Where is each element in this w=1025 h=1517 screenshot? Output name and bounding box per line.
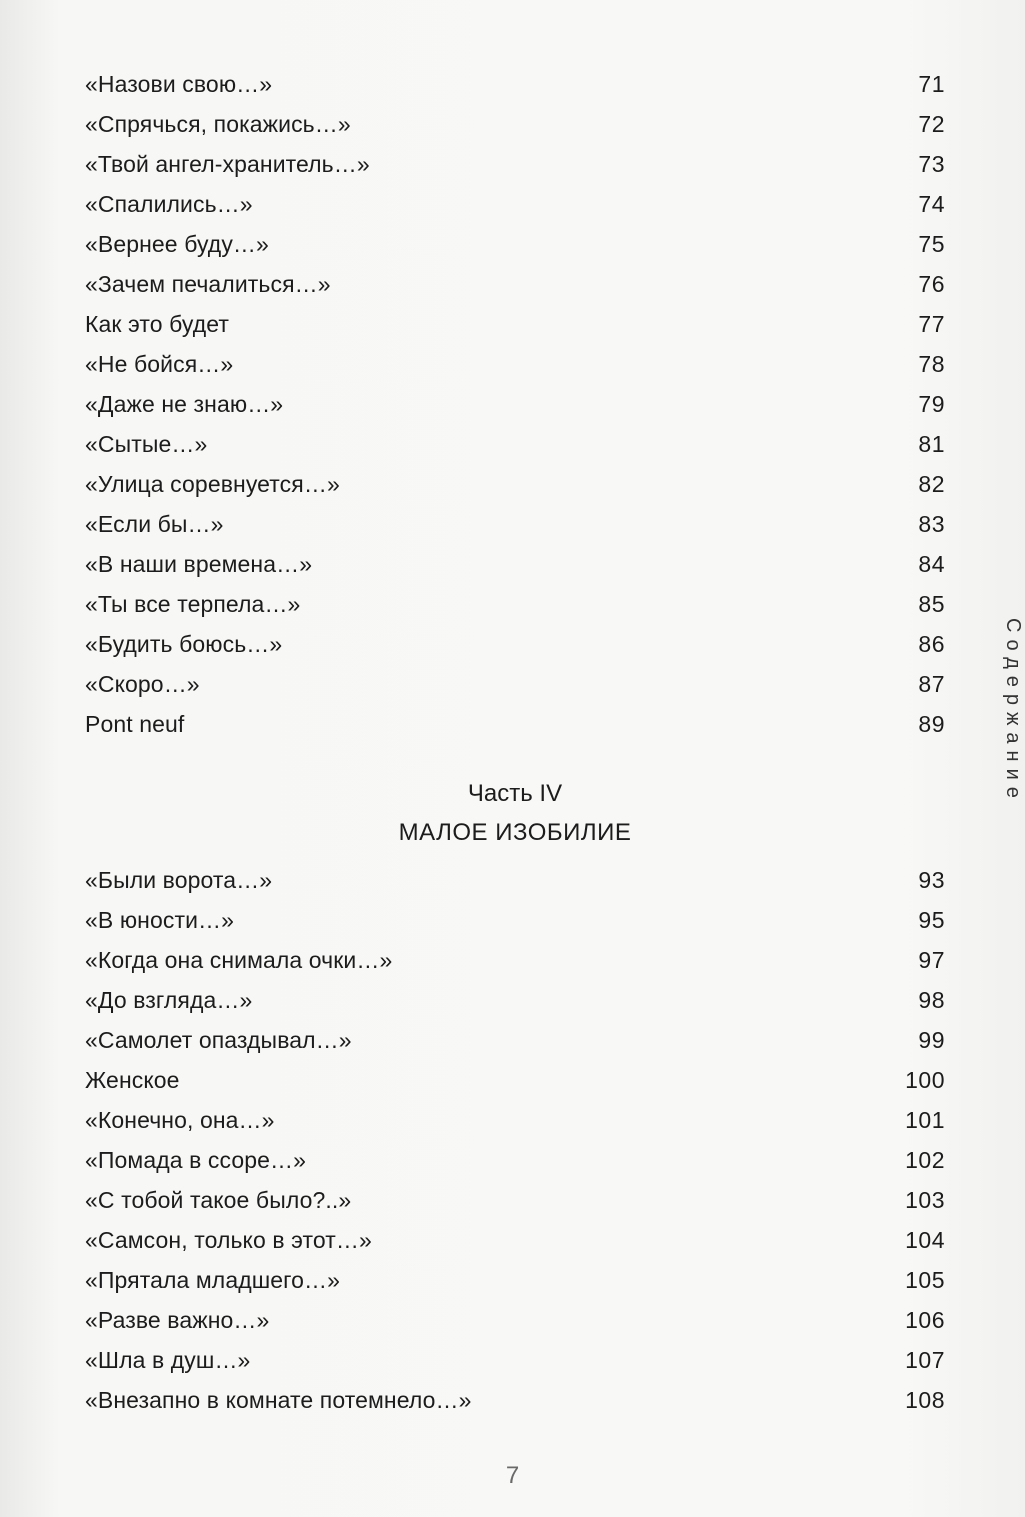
- toc-entry: [85, 664, 945, 704]
- toc-entry-title: «Вернее буду…»: [85, 231, 269, 257]
- toc-entry-title: «Ты все терпела…»: [85, 591, 301, 617]
- toc-entry-page: 101: [905, 1107, 945, 1133]
- part-heading: [85, 774, 945, 852]
- toc-entry: [85, 184, 945, 224]
- toc-entry-page: 93: [918, 867, 945, 893]
- toc-entry-title: «Даже не знаю…»: [85, 391, 284, 417]
- toc-entry: [85, 1260, 945, 1300]
- toc-entry-title: «Когда она снимала очки…»: [85, 947, 393, 973]
- toc-entry-title: «Будить боюсь…»: [85, 631, 283, 657]
- toc-entry-page: 71: [918, 71, 945, 97]
- toc-entry-page: 81: [918, 431, 945, 457]
- toc-entry-page: 105: [905, 1267, 945, 1293]
- toc-entry: [85, 624, 945, 664]
- toc-entry-title: «Помада в ссоре…»: [85, 1147, 307, 1173]
- page-number: 7: [505, 1462, 520, 1489]
- toc-entry: [85, 584, 945, 624]
- toc-entry: [85, 1380, 945, 1420]
- toc-entry-title: «Если бы…»: [85, 511, 224, 537]
- toc-entry: [85, 424, 945, 464]
- toc-entry: [85, 264, 945, 304]
- toc-entry: [85, 1100, 945, 1140]
- toc-entry-title: «Самолет опаздывал…»: [85, 1027, 352, 1053]
- toc-entry: [85, 1020, 945, 1060]
- toc-entry-page: 85: [918, 591, 945, 617]
- toc-entry-page: 103: [905, 1187, 945, 1213]
- toc-entry-title: «Спрячься, покажись…»: [85, 111, 351, 137]
- toc-entry-page: 98: [918, 987, 945, 1013]
- toc-entry: [85, 344, 945, 384]
- toc-entry-page: 99: [918, 1027, 945, 1053]
- toc-entry-page: 104: [905, 1227, 945, 1253]
- toc-entry: [85, 1300, 945, 1340]
- toc-entry-title: «В наши времена…»: [85, 551, 313, 577]
- toc-entry: [85, 704, 945, 744]
- toc-entry: [85, 1140, 945, 1180]
- toc-entry-page: 100: [905, 1067, 945, 1093]
- toc-entry: [85, 940, 945, 980]
- toc-entry: [85, 860, 945, 900]
- toc-entry-title: «Сытые…»: [85, 431, 208, 457]
- toc-entry-page: 106: [905, 1307, 945, 1333]
- toc-entry: [85, 64, 945, 104]
- toc-entry: [85, 544, 945, 584]
- toc-entry-page: 86: [918, 631, 945, 657]
- toc-entry-page: 79: [918, 391, 945, 417]
- toc-entry-page: 75: [918, 231, 945, 257]
- part-title: МАЛОЕ ИЗОБИЛИЕ: [398, 819, 632, 846]
- running-header-vertical: Содержание: [1002, 618, 1024, 805]
- toc-entry-title: «Зачем печалиться…»: [85, 271, 331, 297]
- toc-entry-title: Pont neuf: [85, 711, 185, 737]
- toc-entry-title: «Не бойся…»: [85, 351, 234, 377]
- toc-entry-page: 107: [905, 1347, 945, 1373]
- toc-entry-page: 97: [918, 947, 945, 973]
- toc-entry-page: 82: [918, 471, 945, 497]
- toc-entry: [85, 504, 945, 544]
- toc-entry-title: «Разве важно…»: [85, 1307, 270, 1333]
- toc-entry-title: «Шла в душ…»: [85, 1347, 251, 1373]
- toc-entry-page: 78: [918, 351, 945, 377]
- toc-entry-title: «Твой ангел-хранитель…»: [85, 151, 370, 177]
- toc-entry-title: «Прятала младшего…»: [85, 1267, 341, 1293]
- toc-entry-title: «Конечно, она…»: [85, 1107, 275, 1133]
- toc-entry-page: 102: [905, 1147, 945, 1173]
- toc-entry-title: «Были ворота…»: [85, 867, 273, 893]
- toc-entry-page: 108: [905, 1387, 945, 1413]
- toc-entry: [85, 104, 945, 144]
- toc-entry-title: «Самсон, только в этот…»: [85, 1227, 372, 1253]
- toc-entry-title: «С тобой такое было?..»: [85, 1187, 352, 1213]
- toc-entry: [85, 1060, 945, 1100]
- toc-entry-page: 73: [918, 151, 945, 177]
- toc-entry-title: «Улица соревнуется…»: [85, 471, 340, 497]
- toc-entry-page: 95: [918, 907, 945, 933]
- toc-entry-title: Женское: [85, 1067, 180, 1093]
- toc-entry-title: «В юности…»: [85, 907, 235, 933]
- toc-entry-title: Как это будет: [85, 311, 230, 337]
- part-label: Часть IV: [467, 780, 563, 807]
- toc-list-bottom: [85, 860, 945, 1420]
- toc-entry: [85, 304, 945, 344]
- toc-entry-page: 77: [918, 311, 945, 337]
- toc-entry: [85, 1340, 945, 1380]
- toc-entry-title: «До взгляда…»: [85, 987, 253, 1013]
- toc-entry: [85, 144, 945, 184]
- toc-entry-title: «Внезапно в комнате потемнело…»: [85, 1387, 472, 1413]
- toc-list-top: [85, 64, 945, 744]
- toc-entry-page: 76: [918, 271, 945, 297]
- toc-entry: [85, 980, 945, 1020]
- toc-entry: [85, 900, 945, 940]
- toc-entry-page: 87: [918, 671, 945, 697]
- toc-entry: [85, 384, 945, 424]
- toc-entry-title: «Назови свою…»: [85, 71, 273, 97]
- toc-entry-page: 72: [918, 111, 945, 137]
- toc-entry-page: 84: [918, 551, 945, 577]
- toc-entry: [85, 464, 945, 504]
- toc-entry-page: 74: [918, 191, 945, 217]
- toc-entry-title: «Спалились…»: [85, 191, 253, 217]
- toc-entry-page: 89: [918, 711, 945, 737]
- toc-entry: [85, 1220, 945, 1260]
- toc-entry-page: 83: [918, 511, 945, 537]
- toc-entry: [85, 1180, 945, 1220]
- toc-entry: [85, 224, 945, 264]
- toc-entry-title: «Скоро…»: [85, 671, 200, 697]
